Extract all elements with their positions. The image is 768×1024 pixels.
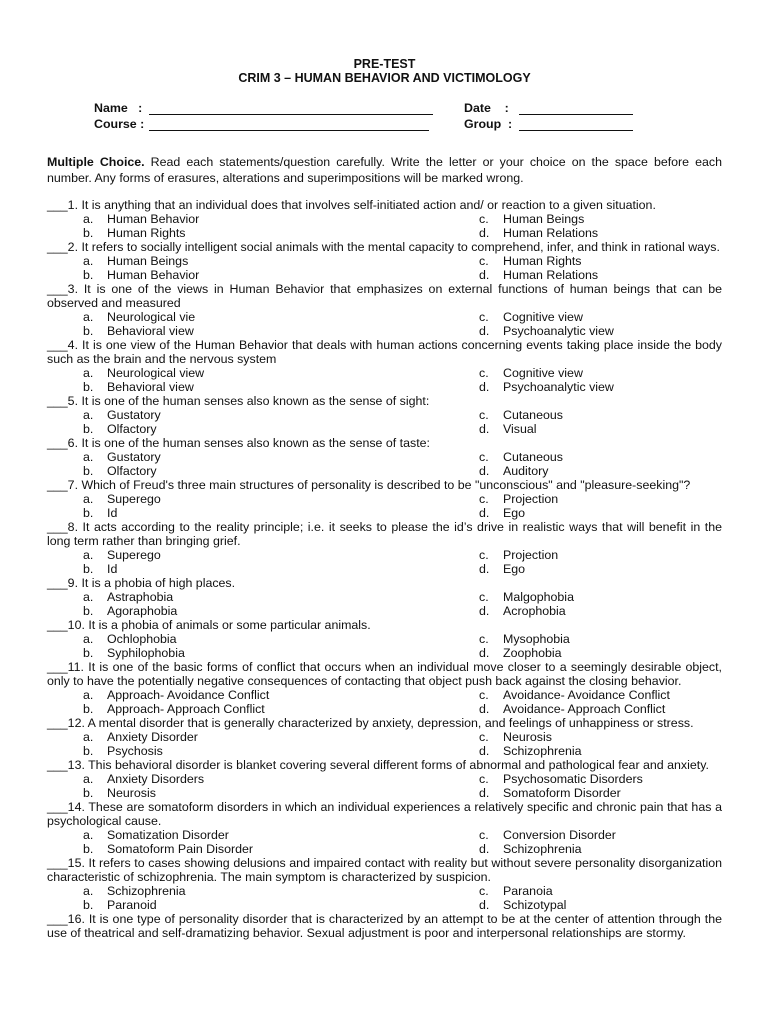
answer-option xyxy=(47,408,443,422)
answer-option xyxy=(443,212,722,226)
answer-option xyxy=(47,646,443,660)
option-letter: b. xyxy=(83,464,94,478)
answer-options xyxy=(47,450,722,478)
option-letter: b. xyxy=(83,898,94,912)
option-letter: c. xyxy=(479,590,489,604)
answer-options xyxy=(47,688,722,716)
question-list xyxy=(47,198,722,940)
option-letter: a. xyxy=(83,772,94,786)
option-letter: d. xyxy=(479,646,490,660)
answer-option xyxy=(443,310,722,324)
answer-option xyxy=(443,366,722,380)
instructions-heading: Multiple Choice. xyxy=(47,155,145,169)
option-text: Neurosis xyxy=(503,730,552,744)
option-letter: a. xyxy=(83,366,94,380)
option-letter: d. xyxy=(479,898,490,912)
option-letter: b. xyxy=(83,506,94,520)
answer-option xyxy=(443,884,722,898)
option-text: Approach- Approach Conflict xyxy=(107,702,265,716)
option-text: Human Rights xyxy=(503,254,582,268)
option-text: Gustatory xyxy=(107,450,161,464)
option-letter: c. xyxy=(479,884,489,898)
answer-option xyxy=(47,422,443,436)
option-letter: c. xyxy=(479,450,489,464)
answer-option xyxy=(47,268,443,282)
option-text: Conversion Disorder xyxy=(503,828,616,842)
question-stem: ___15. It refers to cases showing delusions and impaired contact with reality but without severe personality disorganization characteristic of schizophrenia. The main symptom is characterized by suspicion. xyxy=(47,856,722,884)
option-text: Superego xyxy=(107,548,161,562)
answer-option xyxy=(443,786,722,800)
answer-option xyxy=(443,268,722,282)
option-text: Schizophrenia xyxy=(107,884,186,898)
question-stem: ___14. These are somatoform disorders in which an individual experiences a relatively specific and chronic pain that has a psychological cause. xyxy=(47,800,722,828)
date-label: Date : xyxy=(464,101,509,115)
answer-option xyxy=(47,786,443,800)
option-text: Psychosis xyxy=(107,744,163,758)
question-stem: ___13. This behavioral disorder is blanket covering several different forms of abnormal and pathological fear and anxiety. xyxy=(47,758,709,772)
answer-option xyxy=(47,310,443,324)
option-letter: c. xyxy=(479,730,489,744)
option-letter: c. xyxy=(479,212,489,226)
group-field[interactable] xyxy=(519,117,633,131)
answer-options xyxy=(47,828,722,856)
answer-option xyxy=(47,254,443,268)
question-item xyxy=(47,576,722,618)
question-item xyxy=(47,240,722,282)
option-letter: b. xyxy=(83,324,94,338)
answer-option xyxy=(443,590,722,604)
option-letter: b. xyxy=(83,422,94,436)
option-letter: c. xyxy=(479,548,489,562)
question-stem: ___1. It is anything that an individual does that involves self-initiated action and/ or reaction to a given situation. xyxy=(47,198,656,212)
answer-option xyxy=(47,464,443,478)
option-text: Neurosis xyxy=(107,786,156,800)
question-item xyxy=(47,856,722,912)
option-text: Zoophobia xyxy=(503,646,562,660)
course-label: Course : xyxy=(94,117,145,131)
option-text: Human Beings xyxy=(107,254,189,268)
option-letter: c. xyxy=(479,310,489,324)
question-item xyxy=(47,282,722,338)
answer-option xyxy=(443,254,722,268)
document-page xyxy=(47,57,722,940)
option-text: Somatization Disorder xyxy=(107,828,229,842)
option-text: Approach- Avoidance Conflict xyxy=(107,688,270,702)
option-letter: c. xyxy=(479,366,489,380)
question-stem: ___8. It acts according to the reality principle; i.e. it seeks to please the id’s drive in realistic ways that will benefit in the long term rather than bringing grief. xyxy=(47,520,722,548)
instructions xyxy=(47,155,722,186)
option-text: Human Behavior xyxy=(107,212,200,226)
option-text: Behavioral view xyxy=(107,324,194,338)
option-text: Somatoform Disorder xyxy=(503,786,621,800)
answer-option xyxy=(47,590,443,604)
answer-option xyxy=(443,506,722,520)
option-text: Projection xyxy=(503,548,559,562)
instructions-text: Read each statements/question carefully. Write the letter or your choice on the space before each number. Any forms of erasures, alterations and superimpositions will be marked wrong. xyxy=(47,155,722,185)
option-text: Psychoanalytic view xyxy=(503,380,614,394)
answer-option xyxy=(47,212,443,226)
question-item xyxy=(47,618,722,660)
answer-option xyxy=(47,506,443,520)
answer-option xyxy=(47,604,443,618)
option-letter: c. xyxy=(479,492,489,506)
option-text: Ego xyxy=(503,562,526,576)
answer-option xyxy=(443,450,722,464)
option-letter: b. xyxy=(83,744,94,758)
question-stem: ___16. It is one type of personality disorder that is characterized by an attempt to be at the center of attention through the use of theatrical and self-dramatizing behavior. Sexual adjustment is poor and interpersonal relationships are stormy. xyxy=(47,912,722,940)
option-text: Visual xyxy=(503,422,537,436)
option-letter: d. xyxy=(479,464,490,478)
option-text: Agoraphobia xyxy=(107,604,178,618)
page-title: PRE-TEST xyxy=(353,57,416,71)
option-letter: d. xyxy=(479,562,490,576)
option-letter: c. xyxy=(479,772,489,786)
answer-option xyxy=(443,492,722,506)
answer-option xyxy=(47,842,443,856)
answer-option xyxy=(443,226,722,240)
option-text: Mysophobia xyxy=(503,632,570,646)
date-field[interactable] xyxy=(519,101,633,115)
option-text: Malgophobia xyxy=(503,590,574,604)
option-text: Anxiety Disorders xyxy=(107,772,205,786)
answer-options xyxy=(47,548,722,576)
option-letter: a. xyxy=(83,310,94,324)
option-letter: b. xyxy=(83,226,94,240)
option-text: Behavioral view xyxy=(107,380,194,394)
answer-options xyxy=(47,366,722,394)
answer-option xyxy=(47,548,443,562)
answer-option xyxy=(443,604,722,618)
option-text: Gustatory xyxy=(107,408,161,422)
question-item xyxy=(47,436,722,478)
name-field[interactable] xyxy=(149,101,433,115)
option-letter: a. xyxy=(83,730,94,744)
question-stem: ___12. A mental disorder that is generally characterized by anxiety, depression, and feelings of unhappiness or stress. xyxy=(47,716,694,730)
option-letter: b. xyxy=(83,604,94,618)
option-letter: d. xyxy=(479,506,490,520)
answer-option xyxy=(47,366,443,380)
question-item xyxy=(47,716,722,758)
answer-option xyxy=(47,688,443,702)
question-stem: ___10. It is a phobia of animals or some particular animals. xyxy=(47,618,371,632)
option-text: Id xyxy=(107,562,118,576)
question-item xyxy=(47,478,722,520)
question-item xyxy=(47,660,722,716)
option-letter: d. xyxy=(479,842,490,856)
option-letter: a. xyxy=(83,590,94,604)
option-letter: d. xyxy=(479,604,490,618)
option-text: Neurological vie xyxy=(107,310,196,324)
answer-option xyxy=(47,380,443,394)
question-stem: ___4. It is one view of the Human Behavior that deals with human actions concerning events taking place inside the body such as the brain and the nervous system xyxy=(47,338,722,366)
question-stem: ___11. It is one of the basic forms of conflict that occurs when an individual move closer to a seemingly desirable object, only to have the potentially negative consequences of contacting that object push back against the closing behavior. xyxy=(47,660,722,688)
option-letter: a. xyxy=(83,408,94,422)
answer-options xyxy=(47,772,722,800)
question-item xyxy=(47,758,722,800)
answer-options xyxy=(47,632,722,660)
option-letter: b. xyxy=(83,842,94,856)
option-letter: b. xyxy=(83,786,94,800)
option-letter: a. xyxy=(83,884,94,898)
option-letter: a. xyxy=(83,828,94,842)
option-text: Cognitive view xyxy=(503,366,583,380)
option-letter: d. xyxy=(479,422,490,436)
option-letter: b. xyxy=(83,562,94,576)
option-text: Projection xyxy=(503,492,559,506)
group-label: Group : xyxy=(464,117,513,131)
option-text: Olfactory xyxy=(107,464,157,478)
answer-option xyxy=(443,422,722,436)
page-subtitle: CRIM 3 – HUMAN BEHAVIOR AND VICTIMOLOGY xyxy=(238,71,531,85)
answer-option xyxy=(443,548,722,562)
option-letter: d. xyxy=(479,380,490,394)
option-letter: a. xyxy=(83,254,94,268)
answer-option xyxy=(47,730,443,744)
option-text: Paranoia xyxy=(503,884,553,898)
option-text: Human Behavior xyxy=(107,268,200,282)
answer-option xyxy=(443,828,722,842)
question-item xyxy=(47,394,722,436)
option-letter: a. xyxy=(83,450,94,464)
answer-option xyxy=(47,744,443,758)
question-stem: ___7. Which of Freud's three main structures of personality is described to be "unconscious" and "pleasure-seeking"? xyxy=(47,478,691,492)
option-letter: a. xyxy=(83,492,94,506)
option-text: Schizophrenia xyxy=(503,744,582,758)
answer-options xyxy=(47,884,722,912)
option-text: Human Beings xyxy=(503,212,585,226)
question-stem: ___3. It is one of the views in Human Behavior that emphasizes on external functions of human beings that can be observed and measured xyxy=(47,282,722,310)
answer-option xyxy=(47,772,443,786)
answer-option xyxy=(443,842,722,856)
option-text: Ochlophobia xyxy=(107,632,177,646)
option-text: Auditory xyxy=(503,464,549,478)
option-letter: a. xyxy=(83,548,94,562)
course-field[interactable] xyxy=(149,117,429,131)
option-text: Human Relations xyxy=(503,268,599,282)
option-text: Cutaneous xyxy=(503,408,563,422)
option-letter: a. xyxy=(83,212,94,226)
answer-option xyxy=(47,702,443,716)
option-text: Avoidance- Avoidance Conflict xyxy=(503,688,670,702)
option-letter: b. xyxy=(83,268,94,282)
option-text: Psychoanalytic view xyxy=(503,324,614,338)
option-letter: c. xyxy=(479,632,489,646)
answer-option xyxy=(47,884,443,898)
answer-option xyxy=(47,324,443,338)
answer-option xyxy=(443,464,722,478)
question-item xyxy=(47,520,722,576)
question-item xyxy=(47,198,722,240)
answer-option xyxy=(47,828,443,842)
option-text: Ego xyxy=(503,506,526,520)
option-letter: c. xyxy=(479,828,489,842)
option-text: Syphilophobia xyxy=(107,646,185,660)
question-stem: ___5. It is one of the human senses also known as the sense of sight: xyxy=(47,394,430,408)
answer-option xyxy=(47,450,443,464)
option-letter: c. xyxy=(479,254,489,268)
option-text: Human Rights xyxy=(107,226,186,240)
option-text: Somatoform Pain Disorder xyxy=(107,842,253,856)
answer-option xyxy=(443,772,722,786)
answer-option xyxy=(443,702,722,716)
answer-option xyxy=(47,492,443,506)
answer-option xyxy=(443,380,722,394)
question-item xyxy=(47,800,722,856)
option-letter: a. xyxy=(83,688,94,702)
option-letter: a. xyxy=(83,632,94,646)
answer-options xyxy=(47,310,722,338)
option-text: Human Relations xyxy=(503,226,599,240)
option-text: Id xyxy=(107,506,118,520)
question-stem: ___2. It refers to socially intelligent social animals with the mental capacity to comprehend, infer, and think in rational ways. xyxy=(47,240,720,254)
question-item xyxy=(47,912,722,940)
name-label: Name : xyxy=(94,101,143,115)
answer-option xyxy=(443,744,722,758)
option-text: Cognitive view xyxy=(503,310,583,324)
option-text: Acrophobia xyxy=(503,604,566,618)
answer-option xyxy=(443,730,722,744)
answer-option xyxy=(443,408,722,422)
answer-option xyxy=(47,562,443,576)
option-text: Psychosomatic Disorders xyxy=(503,772,643,786)
question-stem: ___6. It is one of the human senses also known as the sense of taste: xyxy=(47,436,430,450)
option-text: Paranoid xyxy=(107,898,157,912)
answer-options xyxy=(47,212,722,240)
answer-options xyxy=(47,254,722,282)
option-letter: d. xyxy=(479,786,490,800)
option-text: Astraphobia xyxy=(107,590,174,604)
answer-options xyxy=(47,492,722,520)
option-text: Neurological view xyxy=(107,366,205,380)
option-letter: b. xyxy=(83,702,94,716)
option-letter: d. xyxy=(479,268,490,282)
option-letter: c. xyxy=(479,688,489,702)
answer-option xyxy=(443,688,722,702)
option-text: Cutaneous xyxy=(503,450,563,464)
option-letter: d. xyxy=(479,226,490,240)
answer-options xyxy=(47,730,722,758)
question-stem: ___9. It is a phobia of high places. xyxy=(47,576,236,590)
student-info-fields xyxy=(47,101,722,131)
option-text: Olfactory xyxy=(107,422,157,436)
option-letter: d. xyxy=(479,744,490,758)
option-letter: d. xyxy=(479,324,490,338)
answer-option xyxy=(443,632,722,646)
option-text: Superego xyxy=(107,492,161,506)
option-text: Avoidance- Approach Conflict xyxy=(503,702,666,716)
answer-options xyxy=(47,590,722,618)
option-text: Schizotypal xyxy=(503,898,567,912)
option-letter: b. xyxy=(83,646,94,660)
answer-option xyxy=(443,324,722,338)
option-text: Anxiety Disorder xyxy=(107,730,198,744)
option-text: Schizophrenia xyxy=(503,842,582,856)
option-letter: d. xyxy=(479,702,490,716)
question-item xyxy=(47,338,722,394)
answer-options xyxy=(47,408,722,436)
option-letter: b. xyxy=(83,380,94,394)
answer-option xyxy=(443,562,722,576)
answer-option xyxy=(47,226,443,240)
answer-option xyxy=(47,632,443,646)
answer-option xyxy=(443,646,722,660)
answer-option xyxy=(443,898,722,912)
answer-option xyxy=(47,898,443,912)
option-letter: c. xyxy=(479,408,489,422)
